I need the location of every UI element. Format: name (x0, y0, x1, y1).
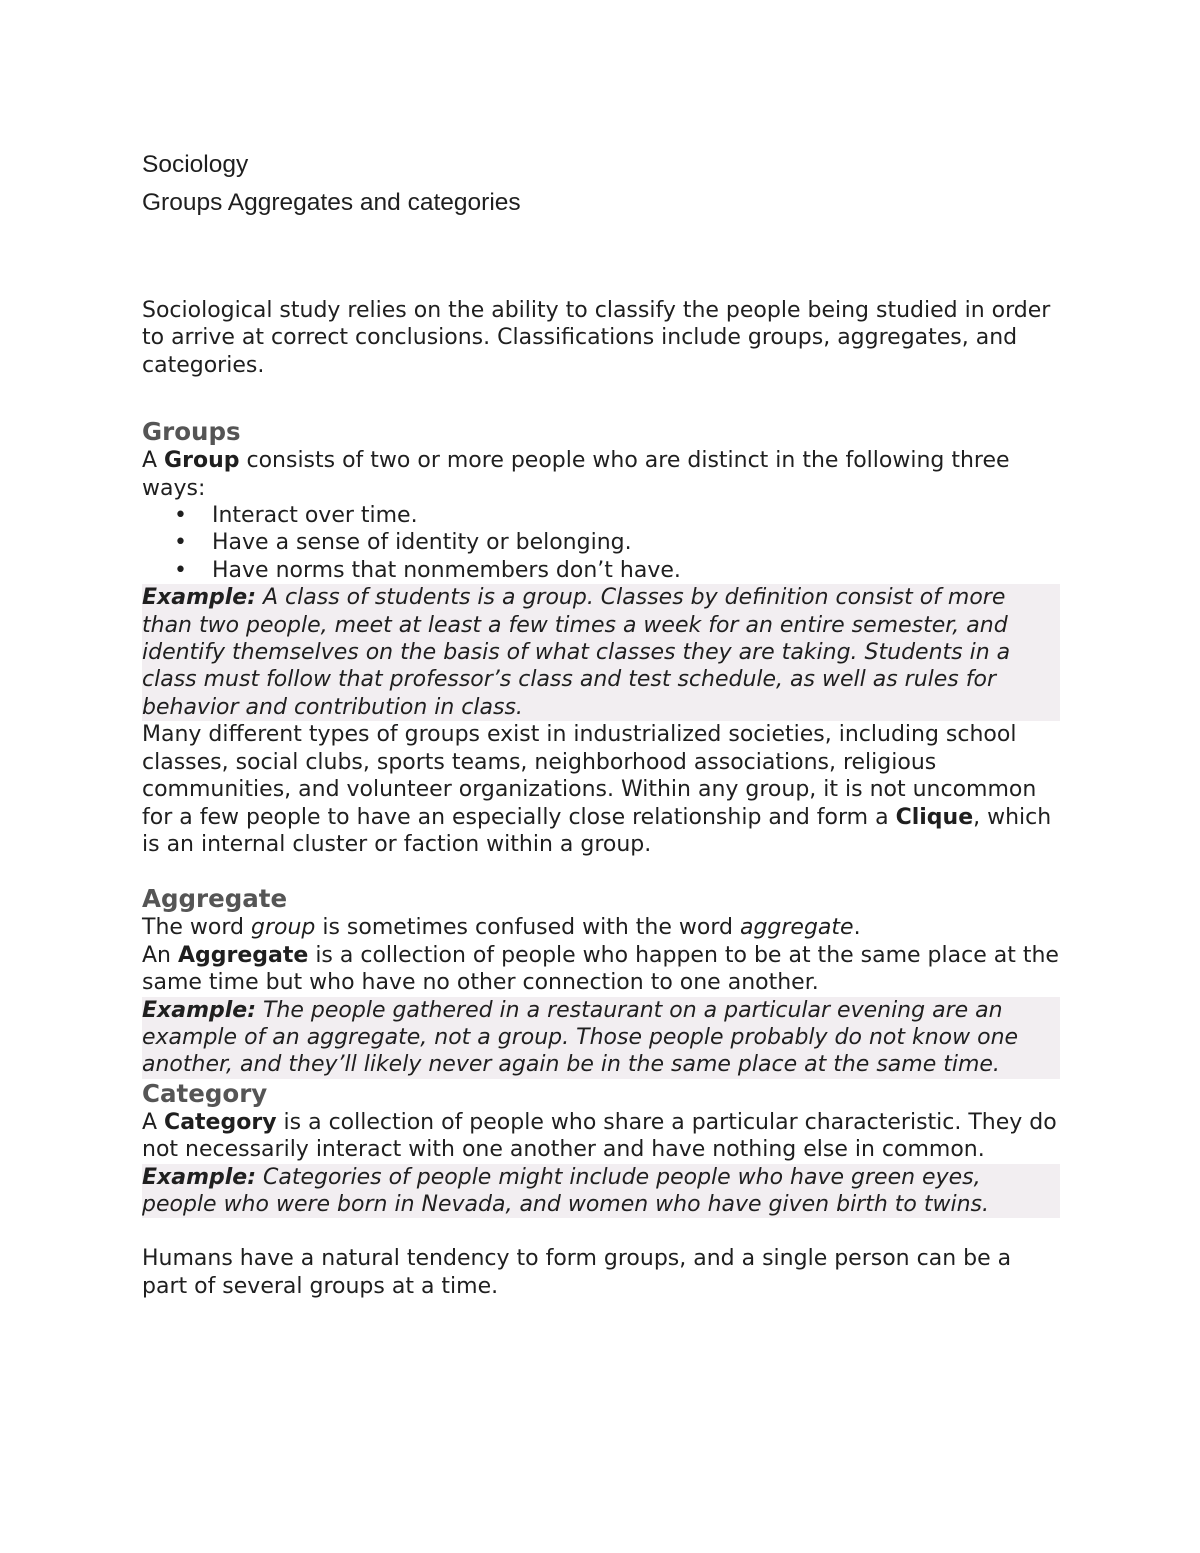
category-definition (142, 1109, 1060, 1164)
category-example (142, 1164, 1060, 1219)
aggregate-definition (142, 942, 1060, 997)
title-block (142, 146, 1060, 222)
category-def-rest: is a collection of people who share a particular characteristic. They do not necessarily interact with one another and have nothing else in common. (142, 1109, 1057, 1163)
document-title: Sociology (142, 151, 249, 178)
list-item (142, 557, 1060, 584)
example-label: Example: (142, 997, 256, 1023)
example-label: Example: (142, 585, 256, 611)
list-item (142, 529, 1060, 556)
groups-types-paragraph (142, 721, 1060, 858)
document-body (142, 146, 1060, 1300)
category-heading: Category (142, 1078, 268, 1108)
word-group: group (250, 915, 316, 941)
aggregate-def-rest: is a collection of people who happen to be at the same place at the same time but who have no other connection to one another. (142, 942, 1059, 996)
groups-example (142, 584, 1060, 721)
aggregate-term: Aggregate (178, 942, 309, 968)
example-text: The people gathered in a restaurant on a particular evening are an example of an aggregate, not a group. Those people probably do not know one another, and they’ll likely never again be in the same place at the same time. (142, 997, 1019, 1078)
document-subtitle: Groups Aggregates and categories (142, 189, 521, 216)
groups-def-rest: consists of two or more people who are distinct in the following three ways: (142, 448, 1010, 501)
word-aggregate: aggregate (739, 915, 854, 941)
list-item-text: Have norms that nonmembers don’t have. (212, 557, 681, 583)
aggregate-line-b: is sometimes confused with the word (315, 915, 740, 941)
example-text: A class of students is a group. Classes by definition consist of more than two people, meet at least a few times a week for an entire semester, and identify themselves on the basis of what classes they are taking. Students in a class must follow that professor’s class and test schedule, as well as rules for behavior and contribution in class. (142, 585, 1011, 720)
list-item-text: Have a sense of identity or belonging. (212, 530, 632, 556)
aggregate-confusion-line (142, 914, 1060, 941)
list-item (142, 502, 1060, 529)
list-item-text: Interact over time. (212, 503, 418, 529)
groups-def-prefix: A (142, 448, 165, 474)
groups-definition (142, 447, 1060, 502)
bullet-icon: • (174, 503, 187, 529)
aggregate-line-a: The word (142, 915, 251, 941)
clique-term: Clique (895, 804, 974, 830)
aggregate-heading: Aggregate (142, 884, 288, 914)
groups-bullet-list (142, 502, 1060, 584)
aggregate-example (142, 997, 1060, 1079)
aggregate-line-c: . (853, 915, 861, 941)
groups-para-rest: , which is an internal cluster or faction within a group. (142, 804, 1052, 857)
groups-term: Group (164, 448, 240, 474)
aggregate-def-prefix: An (142, 942, 178, 968)
bullet-icon: • (174, 530, 187, 556)
category-term: Category (164, 1109, 277, 1135)
closing-paragraph: Humans have a natural tendency to form groups, and a single person can be a part of several groups at a time. (142, 1246, 1012, 1299)
example-label: Example: (142, 1164, 256, 1190)
example-text: Categories of people might include people who have green eyes, people who were born in Nevada, and women who have given birth to twins. (142, 1164, 989, 1217)
bullet-icon: • (174, 557, 187, 583)
groups-para-text: Many different types of groups exist in industrialized societies, including school classes, social clubs, sports teams, neighborhood associations, religious communities, and volunteer organizations. Within any group, it is not uncommon for a few people to have an especially close relationship and form a (142, 722, 1037, 830)
category-def-prefix: A (142, 1109, 165, 1135)
intro-paragraph: Sociological study relies on the ability to classify the people being studied in order to arrive at correct conclusions. Classifications include groups, aggregates, and categories. (142, 298, 1051, 378)
groups-heading: Groups (142, 417, 241, 447)
